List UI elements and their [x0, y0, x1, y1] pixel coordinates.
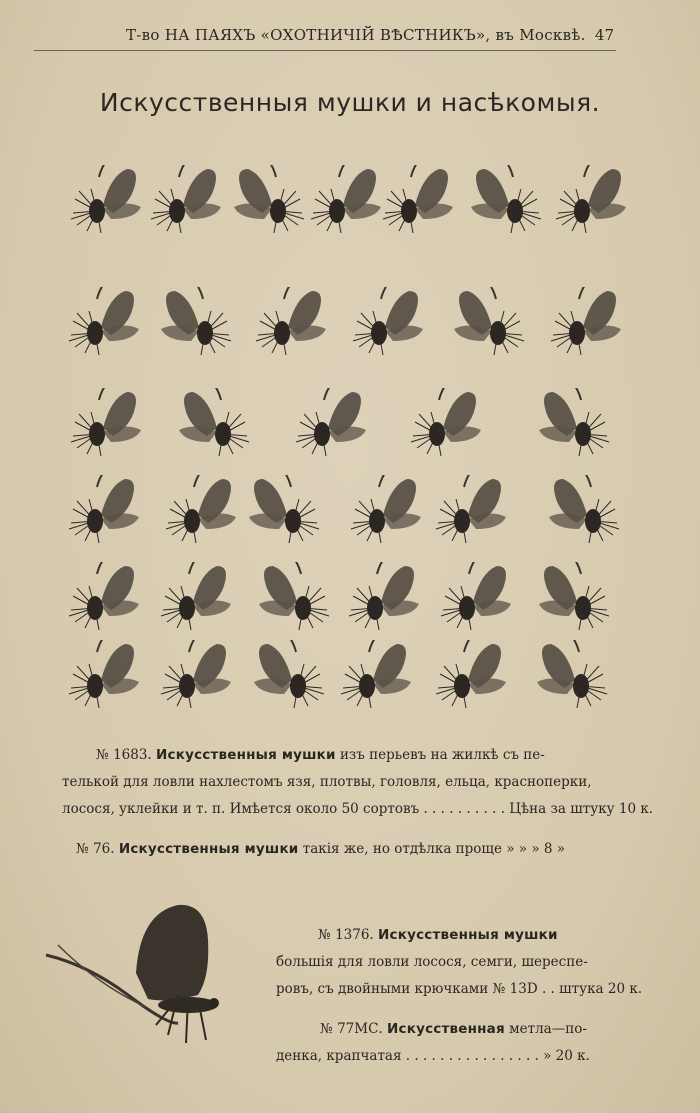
item-number: № 77МС. — [320, 1021, 383, 1037]
artificial-fly-illustration — [150, 640, 240, 712]
artificial-fly-illustration — [140, 165, 230, 237]
item-number: № 1683. — [96, 747, 152, 763]
item-1683-line-2: телькой для ловли нахлестомъ язя, плотвы, головля, ельца, краснoперки, — [62, 774, 592, 790]
artificial-fly-illustration — [330, 640, 420, 712]
item-1683-line-1 — [96, 742, 545, 769]
artificial-fly-illustration — [430, 562, 520, 634]
item-name: Искусственныя мушки — [156, 747, 336, 763]
artificial-fly-illustration — [540, 287, 630, 359]
page-title: Искусственныя мушки и насѣкомыя. — [99, 88, 601, 117]
item-text: метла—по- — [509, 1021, 587, 1037]
artificial-fly-illustration — [425, 640, 515, 712]
artificial-fly-illustration — [150, 562, 240, 634]
artificial-fly-illustration — [245, 640, 335, 712]
item-77mc-line-2: денка, крапчатая . . . . . . . . . . . . . . . . » 20 к. — [276, 1048, 590, 1064]
artificial-fly-illustration — [60, 165, 150, 237]
item-text: такія же, но отдѣлка проще » » » 8 » — [302, 841, 566, 857]
artificial-fly-illustration — [462, 165, 552, 237]
item-name: Искусственныя мушки — [118, 841, 299, 857]
item-text: изъ перьевъ на жилкѣ съ пе- — [339, 747, 545, 763]
artificial-fly-illustration — [528, 640, 618, 712]
artificial-fly-illustration — [425, 475, 515, 547]
artificial-fly-illustration — [58, 287, 148, 359]
page-number: 47 — [594, 26, 614, 44]
artificial-fly-illustration — [155, 475, 245, 547]
artificial-fly-illustration — [250, 562, 340, 634]
artificial-fly-illustration — [170, 388, 260, 460]
artificial-fly-illustration — [530, 388, 620, 460]
item-name: Искусственныя мушки — [378, 927, 558, 943]
item-76 — [76, 836, 565, 863]
header-title: Т-во НА ПАЯХЪ «ОХОТНИЧІЙ ВѢСТНИКЪ», въ Москвѣ. — [126, 26, 586, 44]
artificial-fly-illustration — [58, 640, 148, 712]
item-name: Искусственная — [387, 1021, 505, 1037]
artificial-fly-illustration — [285, 388, 375, 460]
artificial-fly-illustration — [545, 165, 635, 237]
artificial-fly-illustration — [530, 562, 620, 634]
artificial-fly-illustration — [58, 475, 148, 547]
artificial-fly-illustration — [340, 475, 430, 547]
item-77mc-line-1 — [320, 1016, 587, 1043]
item-number: № 76. — [76, 841, 115, 857]
item-number: № 1376. — [318, 927, 374, 943]
artificial-fly-illustration — [245, 287, 335, 359]
item-1376-line-1 — [318, 922, 558, 949]
artificial-fly-illustration — [152, 287, 242, 359]
artificial-fly-illustration — [58, 562, 148, 634]
mayfly-illustration — [28, 895, 238, 1055]
artificial-fly-illustration — [240, 475, 330, 547]
artificial-fly-illustration — [60, 388, 150, 460]
artificial-fly-illustration — [445, 287, 535, 359]
artificial-fly-illustration — [338, 562, 428, 634]
artificial-fly-illustration — [540, 475, 630, 547]
item-1376-line-2: большія для ловли лосося, семги, шереспе- — [276, 954, 588, 970]
artificial-fly-illustration — [400, 388, 490, 460]
item-1683-line-3: лосося, уклейки и т. п. Имѣется около 50 сортовъ . . . . . . . . . . Цѣна за штуку 10 к. — [62, 801, 654, 817]
item-1376-line-3: ровъ, съ двойными крючками № 13D . . штука 20 к. — [276, 981, 643, 997]
artificial-fly-illustration — [372, 165, 462, 237]
artificial-fly-illustration — [342, 287, 432, 359]
mayfly-drawing — [28, 895, 238, 1055]
